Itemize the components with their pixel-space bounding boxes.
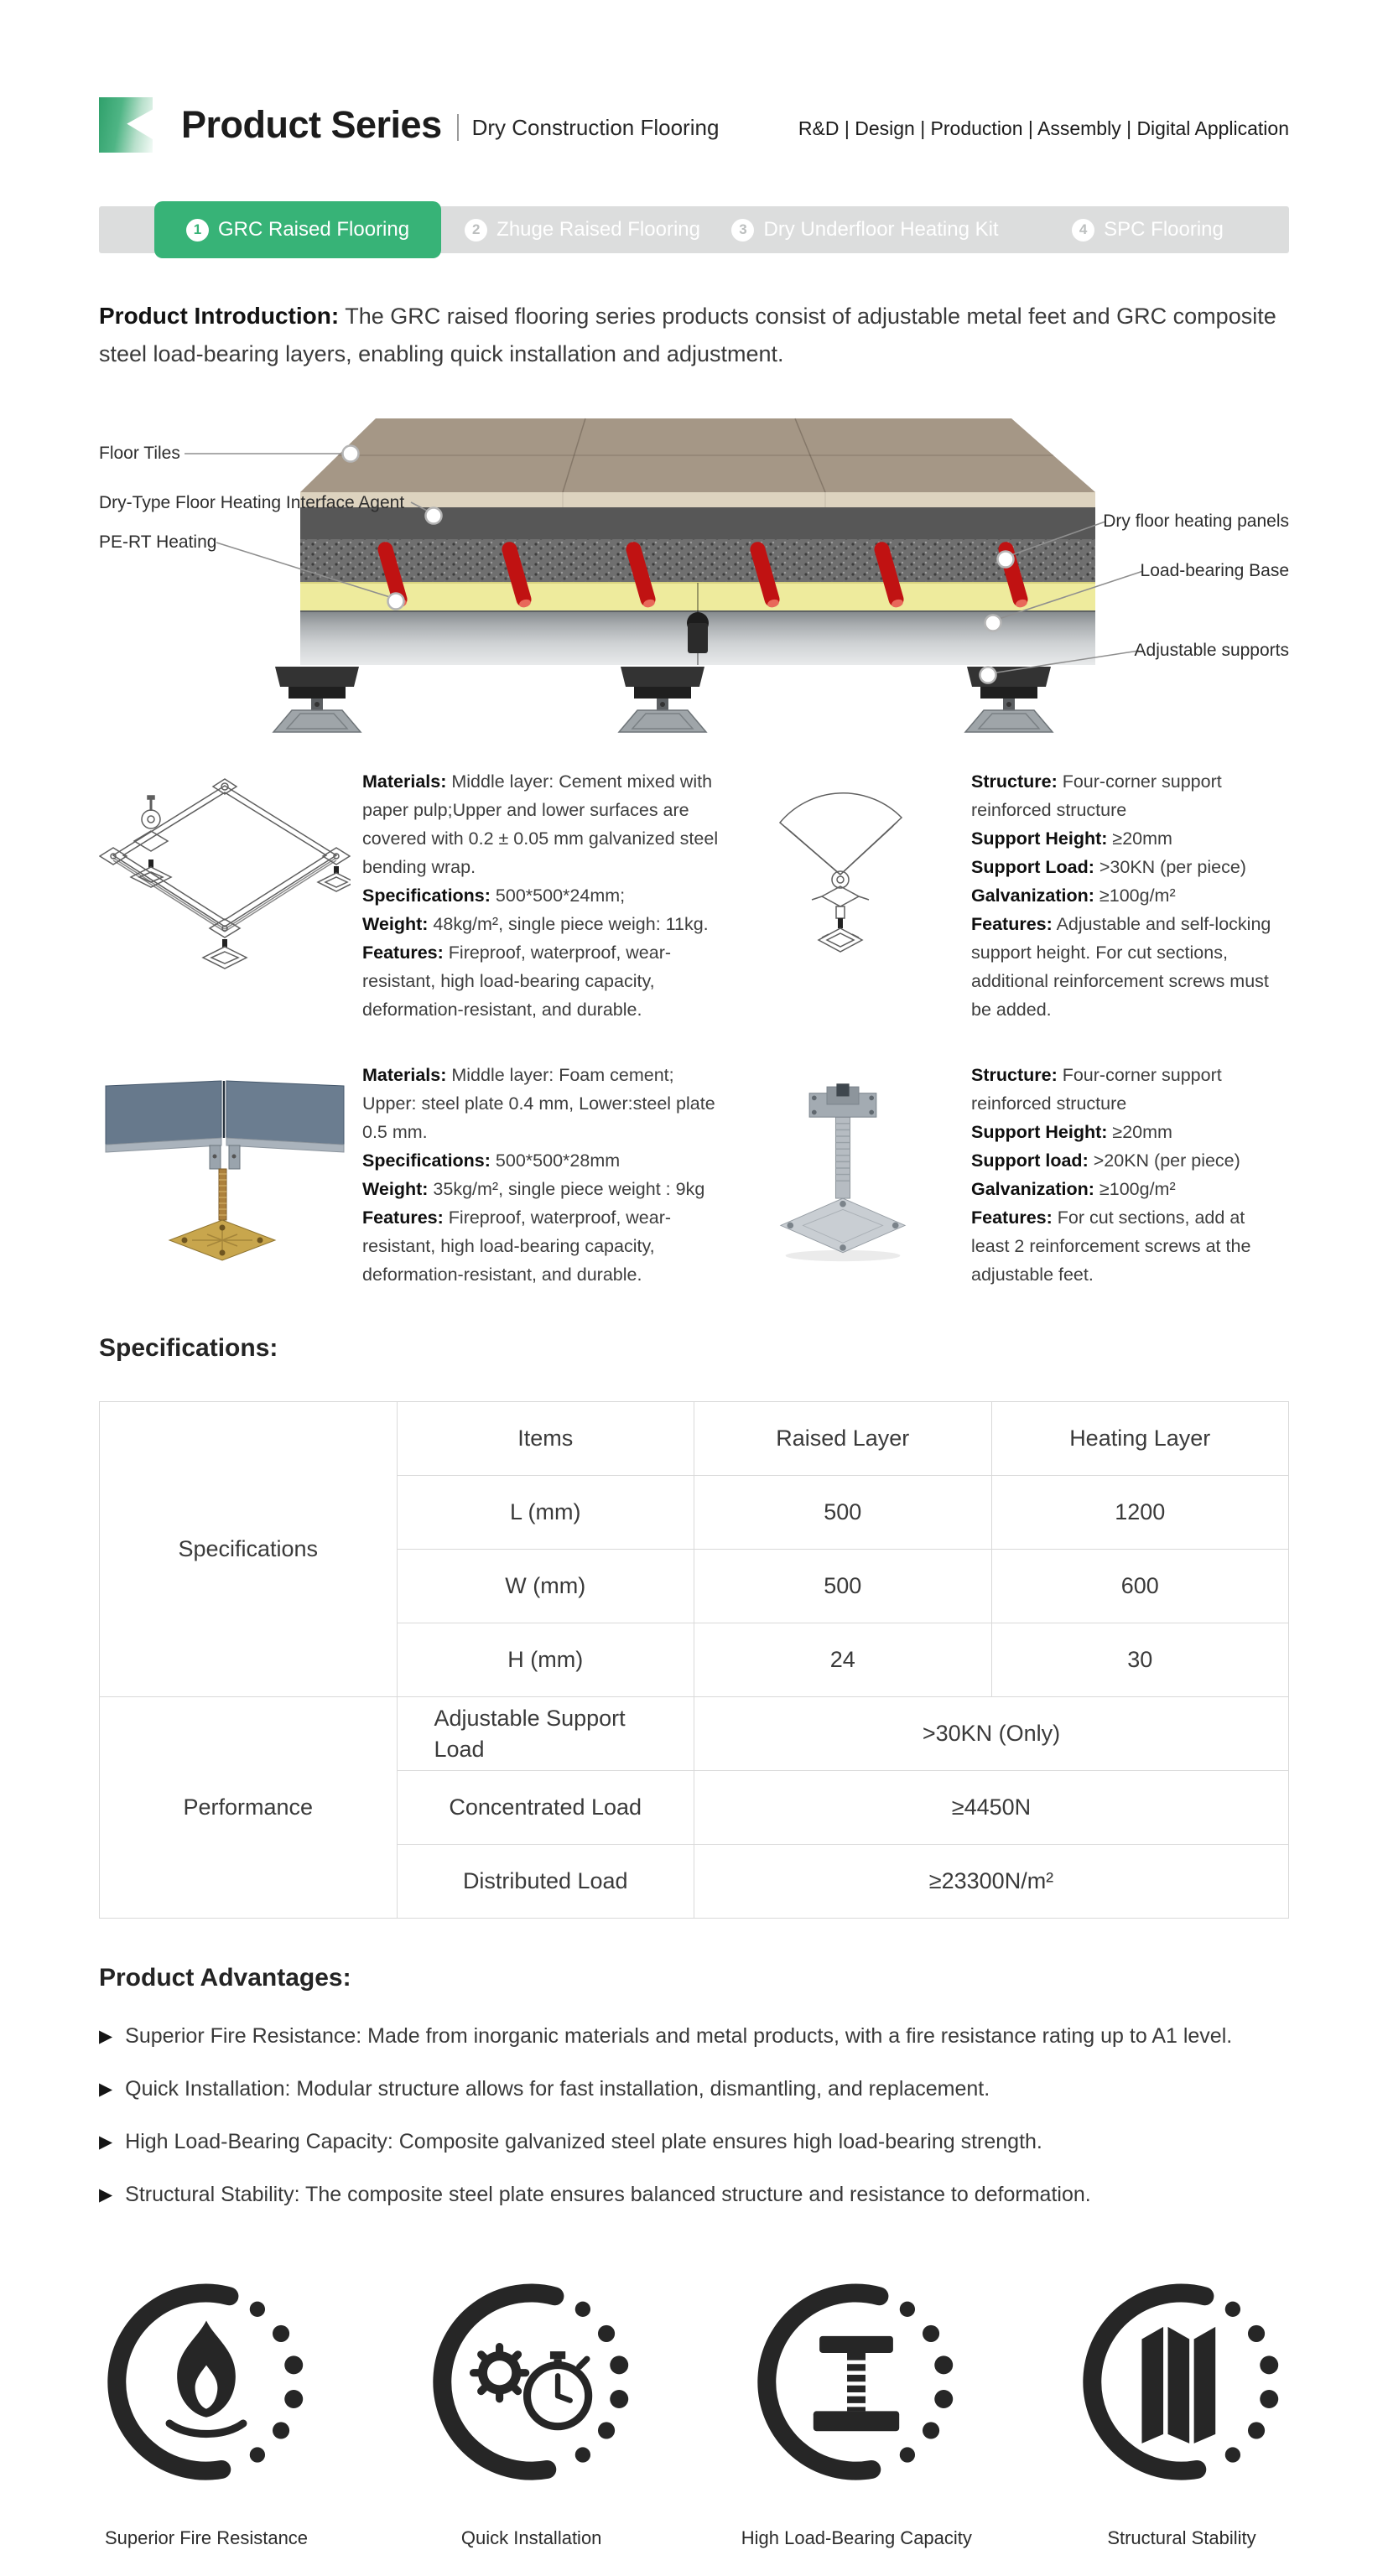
table-row <box>100 1697 1289 1771</box>
list-item <box>99 2075 1289 2103</box>
tab-label: Zhuge Raised Flooring <box>496 218 700 241</box>
metal-pedestal-photo-image <box>763 1061 923 1279</box>
steel-panel-photo-image <box>99 1061 351 1279</box>
tab-zhuge-raised-flooring[interactable] <box>441 218 724 242</box>
item-cell: Distributed Load <box>397 1845 694 1919</box>
raised-panel-wireframe-image <box>99 767 351 985</box>
label-pe-rt-heating: PE-RT Heating <box>99 532 217 552</box>
item-cell: H (mm) <box>397 1623 694 1697</box>
header <box>99 0 1289 153</box>
product-introduction <box>99 297 1289 373</box>
flooring-layers-diagram <box>99 410 1289 745</box>
feature-structural-stability <box>1074 2281 1289 2549</box>
gear-stopwatch-icon <box>424 2281 639 2496</box>
spec-table <box>99 1401 1289 1919</box>
advantage-text: High Load-Bearing Capacity: Composite galvanized steel plate ensures high load-bearing strength. <box>125 2130 1042 2153</box>
pedestal-description: Structure: Four-corner support reinforced structure Support Height: ≥20mm Support load: >20KN (per piece) Galvanization: ≥100g/m² Features: For cut sections, add at least 2 reinforcement screws at the adjustable feet. <box>971 1065 1251 1285</box>
item-cell: Adjustable Support Load <box>397 1697 694 1771</box>
triangle-bullet-icon: ▶ <box>99 2027 113 2046</box>
feature-label: Quick Installation <box>460 2527 602 2548</box>
value-cell: ≥4450N <box>694 1771 1289 1845</box>
feature-fire-resistance <box>99 2281 314 2549</box>
value-cell: 500 <box>694 1476 992 1550</box>
feature-icons-row <box>99 2281 1289 2549</box>
item-cell: Concentrated Load <box>397 1771 694 1845</box>
triangle-bullet-icon: ▶ <box>99 2132 113 2152</box>
flame-icon <box>99 2281 314 2496</box>
label-load-bearing-base: Load-bearing Base <box>1140 561 1289 580</box>
load-press-icon <box>749 2281 964 2496</box>
value-cell: 30 <box>991 1623 1289 1697</box>
table-row <box>100 1402 1289 1476</box>
header-tagline: R&D | Design | Production | Assembly | Digital Application <box>798 117 1289 139</box>
folded-panels-icon <box>1074 2281 1289 2496</box>
corner-support-description: Structure: Four-corner support reinforced structure Support Height: ≥20mm Support Load: >30KN (per piece) Galvanization: ≥100g/m² Features: Adjustable and self-locking support height. For cut sections, additional reinforcement screws must be added. <box>971 771 1271 1020</box>
advantage-text: Quick Installation: Modular structure allows for fast installation, dismantling, and replacement. <box>125 2077 990 2101</box>
advantages-heading: Product Advantages: <box>99 1964 351 1992</box>
feature-label: Structural Stability <box>1107 2527 1256 2548</box>
intro-heading: Product Introduction: <box>99 303 340 329</box>
label-interface-agent: Dry-Type Floor Heating Interface Agent <box>99 493 405 512</box>
triangle-bullet-icon: ▶ <box>99 2080 113 2099</box>
corner-support-wireframe-image <box>763 767 923 985</box>
tab-spc-flooring[interactable] <box>1006 218 1289 242</box>
group-cell-specifications: Specifications <box>100 1402 398 1697</box>
tab-label: GRC Raised Flooring <box>218 218 410 241</box>
list-item <box>99 2023 1289 2050</box>
intro-text: The GRC raised flooring series products consist of adjustable metal feet and GRC composite steel load-bearing layers, enabling quick installation and adjustment. <box>99 304 1276 366</box>
label-heating-panels: Dry floor heating panels <box>1103 512 1289 531</box>
value-cell: 1200 <box>991 1476 1289 1550</box>
flooring-layers-illustration <box>99 410 1290 745</box>
label-floor-tiles: Floor Tiles <box>99 444 180 463</box>
feature-label: High Load-Bearing Capacity <box>741 2527 972 2548</box>
item-cell: L (mm) <box>397 1476 694 1550</box>
value-cell: 500 <box>694 1550 992 1623</box>
tab-number-badge: 4 <box>1072 219 1094 242</box>
brand-logo-icon <box>99 97 153 153</box>
tab-grc-raised-flooring[interactable] <box>154 201 441 258</box>
value-cell: ≥23300N/m² <box>694 1845 1289 1919</box>
page-title: Product Series <box>181 103 442 146</box>
value-cell: >30KN (Only) <box>694 1697 1289 1771</box>
title-divider <box>457 114 459 141</box>
steel-panel-description: Materials: Middle layer: Foam cement; Upper: steel plate 0.4 mm, Lower:steel plate 0.5 mm. Specifications: 500*500*28mm Weight: 35kg/m², single piece weight : 9kg Features: Fireproof, waterproof, wear-resistant, high load-bearing capacity, deformation-resistant, and durable. <box>362 1065 715 1285</box>
product-detail-row-grc <box>99 767 1289 1024</box>
advantage-text: Superior Fire Resistance: Made from inorganic materials and metal products, with a fire resistance rating up to A1 level. <box>125 2024 1233 2048</box>
tab-dry-underfloor-heating-kit[interactable] <box>724 218 1006 242</box>
advantages-list <box>99 2023 1289 2209</box>
tab-number-badge: 1 <box>186 219 209 242</box>
feature-label: Superior Fire Resistance <box>104 2527 309 2548</box>
list-item <box>99 2128 1289 2156</box>
specifications-heading: Specifications: <box>99 1334 278 1362</box>
page-subtitle: Dry Construction Flooring <box>471 114 720 140</box>
advantage-text: Structural Stability: The composite steel plate ensures balanced structure and resistance to deformation. <box>125 2183 1091 2206</box>
column-header: Items <box>397 1402 694 1476</box>
feature-load-bearing <box>741 2281 972 2549</box>
grc-panel-description: Materials: Middle layer: Cement mixed with paper pulp;Upper and lower surfaces are covered with 0.2 ± 0.05 mm galvanized steel bending wrap. Specifications: 500*500*24mm; Weight: 48kg/m², single piece weigh: 11kg. Features: Fireproof, waterproof, wear-resistant, high load-bearing capacity, deformation-resistant, and durable. <box>362 771 719 1020</box>
column-header: Raised Layer <box>694 1402 992 1476</box>
feature-quick-installation <box>424 2281 639 2549</box>
tab-label: Dry Underfloor Heating Kit <box>763 218 999 241</box>
list-item <box>99 2181 1289 2209</box>
item-cell: W (mm) <box>397 1550 694 1623</box>
tab-label: SPC Flooring <box>1104 218 1224 241</box>
product-detail-row-steel <box>99 1061 1289 1289</box>
tab-number-badge: 2 <box>465 219 487 242</box>
value-cell: 24 <box>694 1623 992 1697</box>
adjustable-supports-illustration <box>273 667 1053 732</box>
value-cell: 600 <box>991 1550 1289 1623</box>
label-adjustable-supports: Adjustable supports <box>1134 641 1289 660</box>
product-tab-bar <box>99 206 1289 253</box>
column-header: Heating Layer <box>991 1402 1289 1476</box>
triangle-bullet-icon: ▶ <box>99 2185 113 2205</box>
tab-number-badge: 3 <box>731 219 754 242</box>
group-cell-performance: Performance <box>100 1697 398 1919</box>
